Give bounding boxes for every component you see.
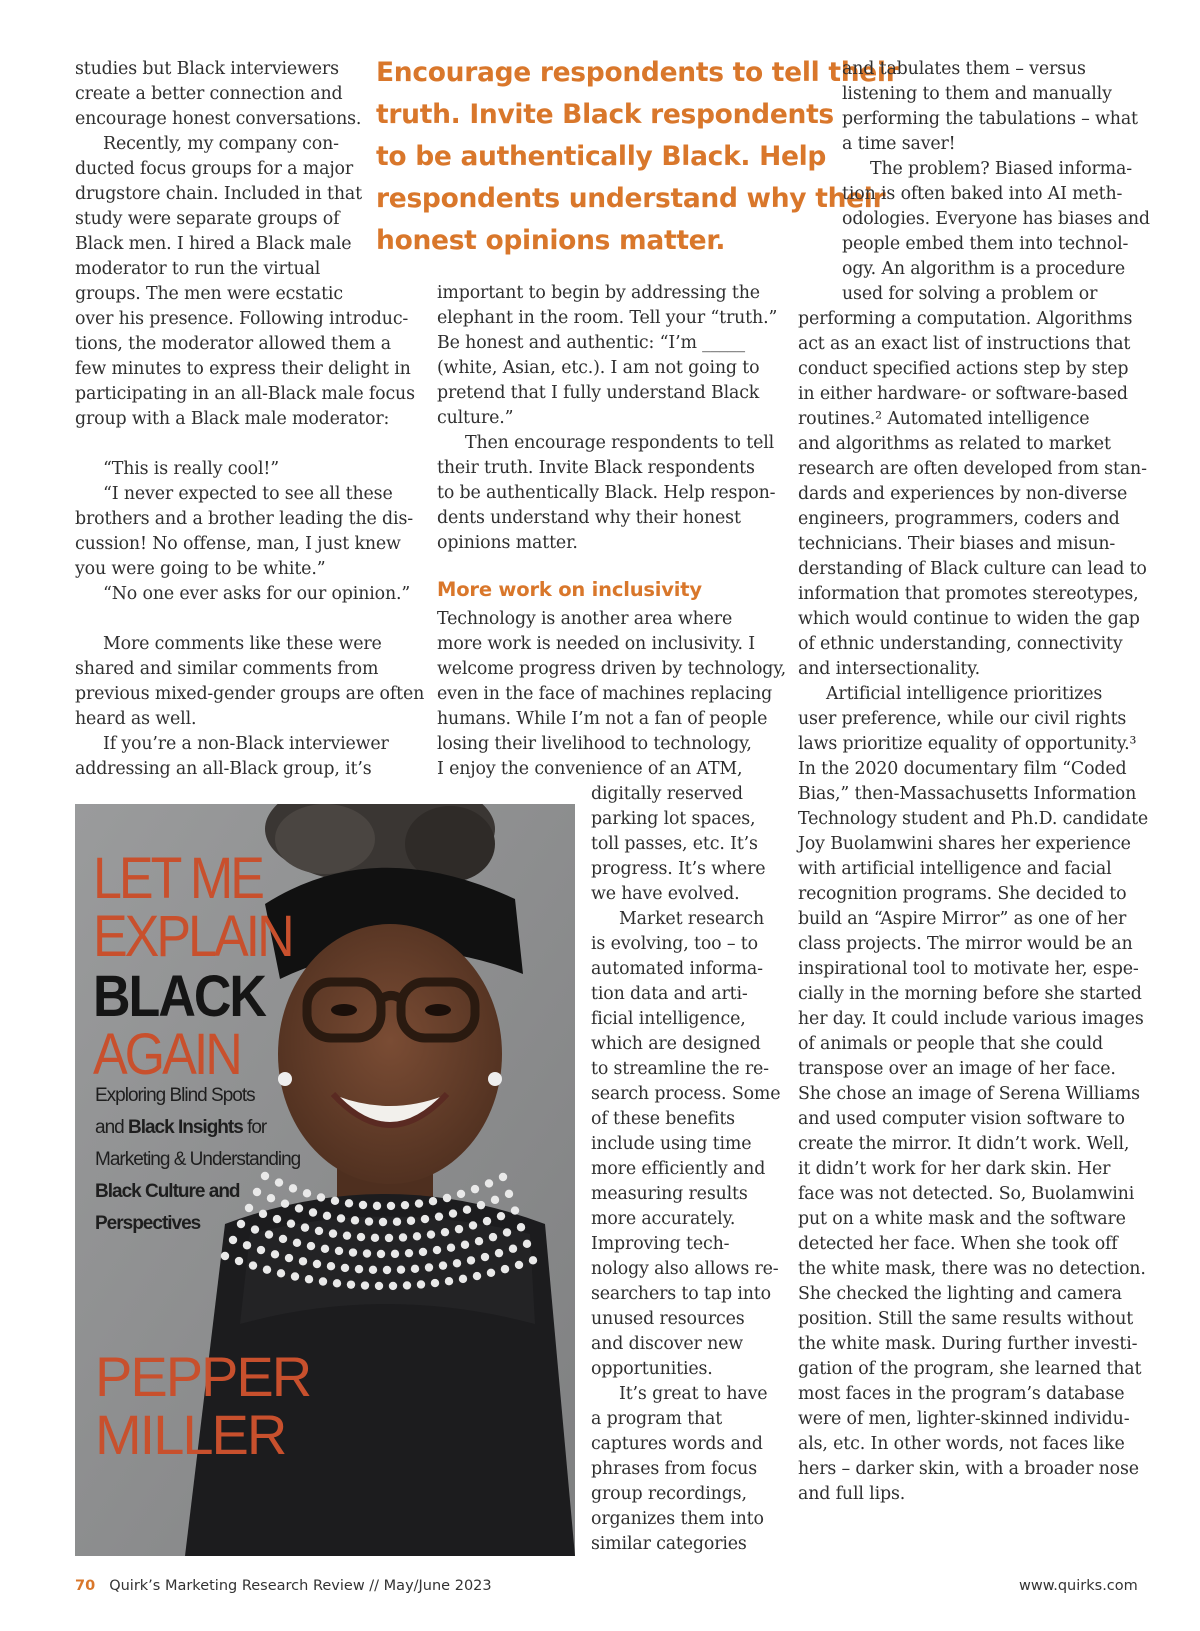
text-line: and used computer vision software to [798, 1109, 1125, 1129]
text-line: detected her face. When she took off [798, 1234, 1118, 1254]
pearl-bead [429, 1197, 437, 1205]
pearl-bead [477, 1201, 485, 1209]
pearl-bead [327, 1262, 335, 1270]
text-line: conduct specified actions step by step [798, 359, 1129, 379]
pearl-bead [471, 1185, 479, 1193]
text-line: over his presence. Following introduc- [75, 309, 409, 329]
text-line: people embed them into technol- [842, 234, 1129, 254]
text-line: more accurately. [591, 1209, 736, 1229]
text-line: derstanding of Black culture can lead to [798, 559, 1147, 579]
pearl-bead [301, 1223, 309, 1231]
pearl-bead [373, 1202, 381, 1210]
pearl-bead [379, 1218, 387, 1226]
pearl-bead [411, 1265, 419, 1273]
text-line: study were separate groups of [75, 209, 340, 229]
pearl-bead [285, 1254, 293, 1262]
cover-author: MILLER [95, 1403, 286, 1466]
text-line: similar categories [591, 1534, 747, 1554]
text-line: welcome progress driven by technology, [437, 659, 787, 679]
pearl-bead [487, 1269, 495, 1277]
text-line: build an “Aspire Mirror” as one of her [798, 909, 1127, 929]
pearl-bead [517, 1223, 525, 1231]
pearl-bead [271, 1250, 279, 1258]
text-line: more efficiently and [591, 1159, 766, 1179]
pearl-bead [407, 1217, 415, 1225]
pearl-bead [267, 1194, 275, 1202]
pearl-bead [257, 1246, 265, 1254]
pearl-bead [491, 1196, 499, 1204]
text-line: face was not detected. So, Buolamwini [798, 1184, 1135, 1204]
pearl-bead [439, 1261, 447, 1269]
pearl-bead [495, 1249, 503, 1257]
text-line: performing the tabulations – what [842, 109, 1138, 129]
pearl-bead [511, 1206, 519, 1214]
text-line: shared and similar comments from [75, 659, 379, 679]
pearl-bead [347, 1280, 355, 1288]
text-line: create the mirror. It didn’t work. Well, [798, 1134, 1130, 1154]
pearl-bead [243, 1241, 251, 1249]
pearl-bead [313, 1260, 321, 1268]
text-line: the white mask, there was no detection. [798, 1259, 1146, 1279]
text-line: culture.” [437, 408, 514, 428]
text-line: transpose over an image of her face. [798, 1059, 1116, 1079]
text-line: of ethnic understanding, connectivity [798, 634, 1123, 654]
text-line: include using time [591, 1134, 752, 1154]
text-line: you were going to be white.” [75, 559, 326, 579]
pearl-bead [435, 1212, 443, 1220]
text-line: were of men, lighter-skinned individu- [798, 1409, 1130, 1429]
pearl-bead [351, 1216, 359, 1224]
cover-title-line: AGAIN [93, 1022, 240, 1088]
text-line: Be honest and authentic: “I’m _____ [437, 333, 745, 353]
pearl-bead [391, 1250, 399, 1258]
pearl-bead [355, 1265, 363, 1273]
pearl-bead [291, 1272, 299, 1280]
text-line: position. Still the same results without [798, 1309, 1134, 1329]
pearl-bead [277, 1269, 285, 1277]
pearl-bead [251, 1225, 259, 1233]
pearl-bead [279, 1235, 287, 1243]
pearl-bead [361, 1281, 369, 1289]
pearl-bead [341, 1264, 349, 1272]
pearl-bead [369, 1266, 377, 1274]
text-line: listening to them and manually [842, 84, 1112, 104]
text-line: her day. It could include various images [798, 1009, 1144, 1029]
text-line: brothers and a brother leading the dis- [75, 509, 413, 529]
pearl-bead [365, 1217, 373, 1225]
pearl-bead [343, 1231, 351, 1239]
text-line: the white mask. During further investi- [798, 1334, 1138, 1354]
pearl-bead [329, 1229, 337, 1237]
text-line: nology also allows re- [591, 1259, 779, 1279]
text-line: “No one ever asks for our opinion.” [103, 584, 411, 604]
pearl-bead [529, 1256, 537, 1264]
text-line: The problem? Biased informa- [870, 159, 1132, 179]
pearl-bead [357, 1233, 365, 1241]
text-line: tion data and arti- [591, 984, 748, 1004]
pearl-bead [447, 1243, 455, 1251]
cover-subtitle: Perspectives [95, 1213, 201, 1234]
pearl-bead [461, 1241, 469, 1249]
pearl-bead [469, 1221, 477, 1229]
text-line: addressing an all-Black group, it’s [75, 759, 372, 779]
text-line: opinions matter. [437, 533, 578, 553]
text-line: ogy. An algorithm is a procedure [842, 259, 1126, 279]
pearl-bead [501, 1265, 509, 1273]
page-footer [75, 1578, 492, 1594]
text-line: a time saver! [842, 134, 956, 154]
pearl-bead [443, 1194, 451, 1202]
pearl-bead [377, 1250, 385, 1258]
pearl-bead [307, 1242, 315, 1250]
text-line: In the 2020 documentary film “Coded [798, 759, 1127, 779]
text-line: search process. Some [591, 1084, 781, 1104]
pearl-bead [397, 1265, 405, 1273]
text-line: their truth. Invite Black respondents [437, 458, 755, 478]
pearl-bead [413, 1232, 421, 1240]
text-line: drugstore chain. Included in that [75, 184, 362, 204]
pearl-bead [387, 1202, 395, 1210]
text-line: and intersectionality. [798, 659, 980, 679]
text-line: inspirational tool to motivate her, espe- [798, 959, 1139, 979]
pearl-bead [235, 1257, 243, 1265]
text-line: information that promotes stereotypes, [798, 584, 1139, 604]
pearl-bead [275, 1178, 283, 1186]
text-line: als, etc. In other words, not faces like [798, 1434, 1125, 1454]
pearl-bead [273, 1215, 281, 1223]
text-line: with artificial intelligence and facial [798, 859, 1112, 879]
text-line: groups. The men were ecstatic [75, 284, 343, 304]
text-line: and full lips. [798, 1484, 906, 1504]
text-line: “This is really cool!” [103, 459, 279, 479]
pearl-bead [309, 1208, 317, 1216]
text-line: It’s great to have [619, 1384, 768, 1404]
pearl-bead [449, 1209, 457, 1217]
pearl-bead [259, 1210, 267, 1218]
text-line: studies but Black interviewers [75, 59, 339, 79]
text-line: is evolving, too – to [591, 934, 758, 954]
pearl-bead [509, 1245, 517, 1253]
text-line: moderator to run the virtual [75, 259, 321, 279]
pearl-bead [253, 1188, 261, 1196]
pearl-bead [383, 1266, 391, 1274]
pearl-bead [319, 1277, 327, 1285]
text-line: encourage honest conversations. [75, 109, 362, 129]
cover-title-line: LET ME [93, 846, 262, 912]
text-line: routines.² Automated intelligence [798, 409, 1090, 429]
pearl-bead [263, 1265, 271, 1273]
text-line: and discover new [591, 1334, 743, 1354]
pearl-bead [417, 1280, 425, 1288]
pearl-bead [473, 1272, 481, 1280]
text-line: Bias,” then-Massachusetts Information [798, 784, 1137, 804]
text-line: If you’re a non-Black interviewer [103, 734, 389, 754]
text-line: research are often developed from stan- [798, 459, 1147, 479]
text-line: user preference, while our civil rights [798, 709, 1127, 729]
pull-quote-line: to be authentically Black. Help [376, 141, 827, 172]
pull-quote-line: Encourage respondents to tell their [376, 57, 899, 88]
text-line: digitally reserved [591, 784, 743, 804]
cover-author: PEPPER [95, 1345, 311, 1408]
pearl-bead [457, 1190, 465, 1198]
pearl-bead [359, 1201, 367, 1209]
text-line: it didn’t work for her dark skin. Her [798, 1159, 1111, 1179]
cover-title-line: EXPLAIN [93, 904, 292, 970]
text-line: used for solving a problem or [842, 284, 1098, 304]
text-line: engineers, programmers, coders and [798, 509, 1120, 529]
text-line: a program that [591, 1409, 723, 1429]
text-line: most faces in the program’s database [798, 1384, 1125, 1404]
text-line: Improving tech- [591, 1234, 730, 1254]
text-line: More comments like these were [103, 634, 382, 654]
pearl-bead [299, 1257, 307, 1265]
text-line: tions, the moderator allowed them a [75, 334, 391, 354]
text-line: important to begin by addressing the [437, 283, 760, 303]
text-line: phrases from focus [591, 1459, 757, 1479]
cover-subtitle: Black Culture and [95, 1181, 240, 1202]
text-line: automated informa- [591, 959, 763, 979]
text-line: and algorithms as related to market [798, 434, 1111, 454]
text-line: few minutes to express their delight in [75, 359, 411, 379]
pearl-bead [371, 1234, 379, 1242]
pearl-bead [441, 1228, 449, 1236]
text-line: more work is needed on inclusivity. I [437, 634, 755, 654]
cover-title-line: BLACK [93, 964, 265, 1030]
text-line: to be authentically Black. Help respon- [437, 483, 776, 503]
pearl-bead [467, 1256, 475, 1264]
pearl-bead [489, 1233, 497, 1241]
text-line: and tabulates them – versus [842, 59, 1086, 79]
text-line: parking lot spaces, [591, 809, 756, 829]
text-line: technicians. Their biases and misun- [798, 534, 1116, 554]
text-line: measuring results [591, 1184, 748, 1204]
pearl-bead [403, 1281, 411, 1289]
pull-quote-line: respondents understand why their [376, 183, 886, 214]
pearl-bead [335, 1247, 343, 1255]
text-line: unused resources [591, 1309, 745, 1329]
text-line: humans. While I’m not a fan of people [437, 709, 768, 729]
pearl-bead [485, 1179, 493, 1187]
pearl-bead [433, 1246, 441, 1254]
text-line: recognition programs. She decided to [798, 884, 1127, 904]
pearl-bead [419, 1248, 427, 1256]
pearl-bead [293, 1239, 301, 1247]
text-line: ducted focus groups for a major [75, 159, 354, 179]
text-line: “I never expected to see all these [103, 484, 393, 504]
text-line: Recently, my company con- [103, 134, 339, 154]
pearl-bead [515, 1261, 523, 1269]
pearl-bead [389, 1282, 397, 1290]
text-line: Then encourage respondents to tell [465, 433, 775, 453]
text-line: odologies. Everyone has biases and [842, 209, 1150, 229]
text-line: toll passes, etc. It’s [591, 834, 758, 854]
text-line: (white, Asian, etc.). I am not going to [437, 358, 760, 378]
pearl-bead [393, 1218, 401, 1226]
pearl-bead [245, 1204, 253, 1212]
pearl-bead [505, 1190, 513, 1198]
pearl-bead [427, 1230, 435, 1238]
text-line: Black men. I hired a Black male [75, 234, 352, 254]
text-line: which are designed [591, 1034, 761, 1054]
text-line: I enjoy the convenience of an ATM, [437, 759, 743, 779]
text-line: Technology student and Ph.D. candidate [798, 809, 1149, 829]
pearl-bead [265, 1230, 273, 1238]
text-line: organizes them into [591, 1509, 764, 1529]
pearl-bead [331, 1197, 339, 1205]
book-cover-image [75, 804, 575, 1556]
text-line: hers – darker skin, with a broader nose [798, 1459, 1139, 1479]
text-line: which would continue to widen the gap [798, 609, 1140, 629]
page-number: 70 [75, 1578, 96, 1594]
text-line: She chose an image of Serena Williams [798, 1084, 1140, 1104]
text-line: dards and experiences by non-diverse [798, 484, 1128, 504]
text-line: participating in an all-Black male focus [75, 384, 415, 404]
pearl-bead [421, 1215, 429, 1223]
cover-subtitle: and Black Insights for [95, 1117, 267, 1138]
text-line: searchers to tap into [591, 1284, 771, 1304]
pull-quote-line: truth. Invite Black respondents [376, 99, 834, 130]
pearl-bead [375, 1282, 383, 1290]
text-line: losing their livelihood to technology, [437, 734, 752, 754]
text-line: we have evolved. [591, 884, 740, 904]
pearl-bead [503, 1228, 511, 1236]
pearl-bead [401, 1201, 409, 1209]
text-line: progress. It’s where [591, 859, 766, 879]
pearl-bead [399, 1233, 407, 1241]
pearl-bead [497, 1212, 505, 1220]
cover-subtitle: Exploring Blind Spots [95, 1085, 255, 1106]
pearl-bead [281, 1199, 289, 1207]
pearl-bead [237, 1220, 245, 1228]
pearl-bead [431, 1279, 439, 1287]
pearl-bead [483, 1217, 491, 1225]
text-line: cussion! No offense, man, I just knew [75, 534, 401, 554]
pearl-bead [463, 1205, 471, 1213]
text-line: gation of the program, she learned that [798, 1359, 1142, 1379]
text-line: Market research [619, 909, 765, 929]
pearl-bead [295, 1204, 303, 1212]
pearl-bead [475, 1237, 483, 1245]
text-line: of these benefits [591, 1109, 735, 1129]
text-line: previous mixed-gender groups are often [75, 684, 425, 704]
pearl-bead [317, 1193, 325, 1201]
pearl-bead [499, 1173, 507, 1181]
pearl-bead [385, 1234, 393, 1242]
text-line: act as an exact list of instructions that [798, 334, 1131, 354]
text-line: pretend that I fully understand Black [437, 383, 760, 403]
text-line: ficial intelligence, [591, 1009, 746, 1029]
pearl-bead [345, 1199, 353, 1207]
text-line: group with a Black male moderator: [75, 409, 390, 429]
pearl-bead [333, 1279, 341, 1287]
text-line: put on a white mask and the software [798, 1209, 1126, 1229]
text-line: tion is often baked into AI meth- [842, 184, 1123, 204]
pearl-bead [229, 1236, 237, 1244]
pearl-bead [425, 1263, 433, 1271]
pearl-bead [415, 1199, 423, 1207]
publication-name: Quirk’s Marketing Research Review // May/June 2023 [109, 1578, 492, 1594]
pearl-bead [445, 1277, 453, 1285]
text-line: She checked the lighting and camera [798, 1284, 1122, 1304]
pearl-bead [221, 1252, 229, 1260]
pearl-bead [315, 1227, 323, 1235]
pearl-bead [287, 1219, 295, 1227]
pearl-bead [249, 1261, 257, 1269]
text-line: captures words and [591, 1434, 763, 1454]
text-line: Technology is another area where [437, 609, 733, 629]
pearl-bead [363, 1249, 371, 1257]
text-line: laws prioritize equality of opportunity.³ [798, 734, 1137, 754]
text-line: heard as well. [75, 709, 197, 729]
pearl-bead [481, 1253, 489, 1261]
text-line: group recordings, [591, 1484, 747, 1504]
pearl-bead [405, 1249, 413, 1257]
text-line: dents understand why their honest [437, 508, 741, 528]
pearl-bead [305, 1275, 313, 1283]
pearl-bead [337, 1214, 345, 1222]
pearl-bead [321, 1245, 329, 1253]
pearl-bead [523, 1240, 531, 1248]
text-line: to streamline the re- [591, 1059, 769, 1079]
pearl-bead [323, 1212, 331, 1220]
text-line: Artificial intelligence prioritizes [826, 684, 1103, 704]
pearl-bead [289, 1184, 297, 1192]
text-line: even in the face of machines replacing [437, 684, 773, 704]
pull-quote-line: honest opinions matter. [376, 225, 726, 256]
text-line: Joy Buolamwini shares her experience [798, 834, 1131, 854]
text-line: in either hardware- or software-based [798, 384, 1128, 404]
text-line: class projects. The mirror would be an [798, 934, 1133, 954]
text-line: create a better connection and [75, 84, 343, 104]
section-heading: More work on inclusivity [437, 578, 702, 601]
pearl-bead [453, 1259, 461, 1267]
text-line: opportunities. [591, 1359, 713, 1379]
text-line: elephant in the room. Tell your “truth.” [437, 308, 778, 328]
pearl-bead [455, 1225, 463, 1233]
text-line: performing a computation. Algorithms [798, 309, 1133, 329]
text-line: cially in the morning before she started [798, 984, 1142, 1004]
pearl-bead [459, 1275, 467, 1283]
cover-subtitle: Marketing & Understanding [95, 1149, 301, 1170]
text-line: of animals or people that she could [798, 1034, 1104, 1054]
pearl-bead [349, 1248, 357, 1256]
website-link[interactable]: www.quirks.com [1019, 1578, 1138, 1594]
pearl-bead [303, 1189, 311, 1197]
